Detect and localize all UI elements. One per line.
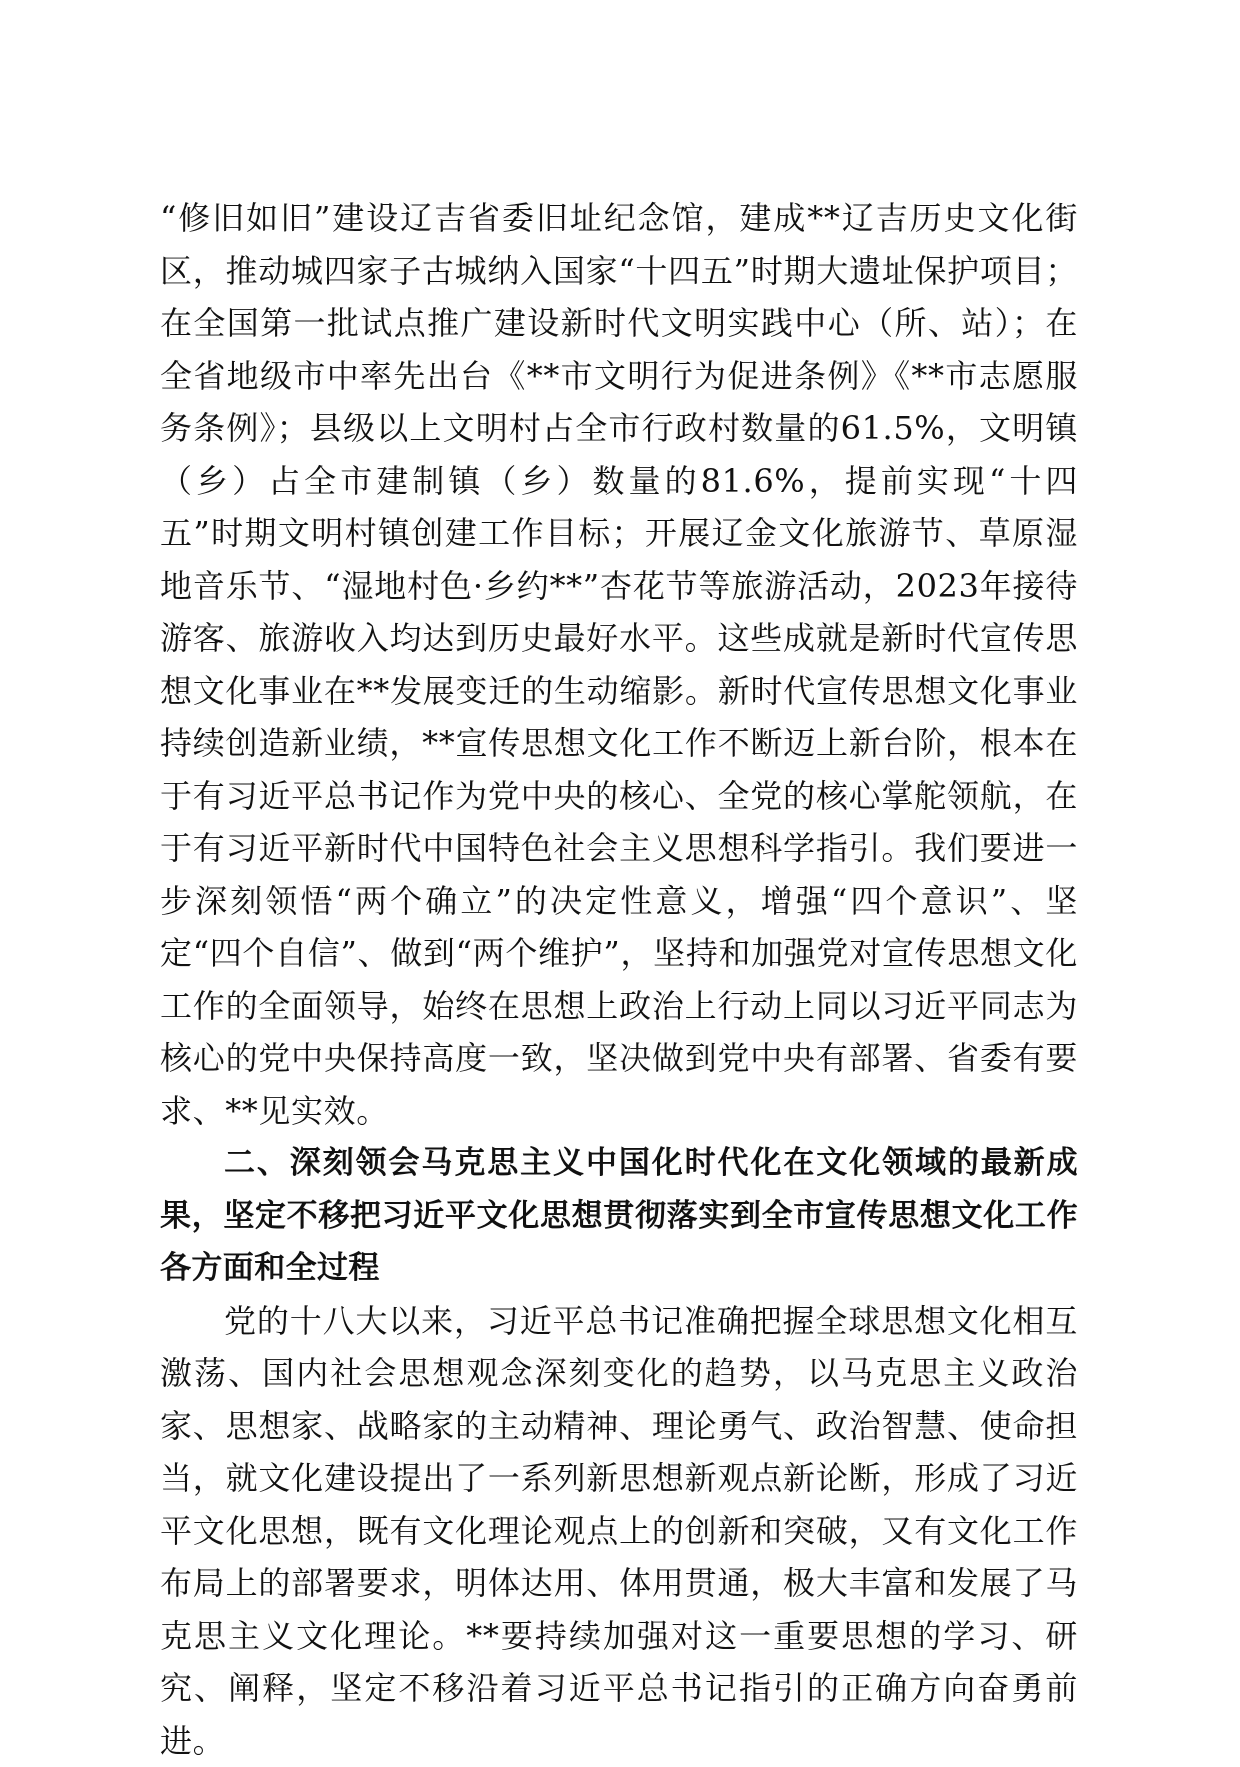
document-body xyxy=(160,192,1078,1767)
body-paragraph-continued: “修旧如旧”建设辽吉省委旧址纪念馆，建成**辽吉历史文化街区，推动城四家子古城纳入国家“十四五”时期大遗址保护项目；在全国第一批试点推广建设新时代文明实践中心（所、站）；在全省地级市中率先出台《**市文明行为促进条例》《**市志愿服务条例》；县级以上文明村占全市行政村数量的61.5%，文明镇（乡）占全市建制镇（乡）数量的81.6%，提前实现“十四五”时期文明村镇创建工作目标；开展辽金文化旅游节、草原湿地音乐节、“湿地村色·乡约**”杏花节等旅游活动，2023年接待游客、旅游收入均达到历史最好水平。这些成就是新时代宣传思想文化事业在**发展变迁的生动缩影。新时代宣传思想文化事业持续创造新业绩，**宣传思想文化工作不断迈上新台阶，根本在于有习近平总书记作为党中央的核心、全党的核心掌舵领航，在于有习近平新时代中国特色社会主义思想科学指引。我们要进一步深刻领悟“两个确立”的决定性意义，增强“四个意识”、坚定“四个自信”、做到“两个维护”，坚持和加强党对宣传思想文化工作的全面领导，始终在思想上政治上行动上同以习近平同志为核心的党中央保持高度一致，坚决做到党中央有部署、省委有要求、**见实效。 xyxy=(160,192,1078,1137)
body-paragraph: 党的十八大以来，习近平总书记准确把握全球思想文化相互激荡、国内社会思想观念深刻变化的趋势，以马克思主义政治家、思想家、战略家的主动精神、理论勇气、政治智慧、使命担当，就文化建设提出了一系列新思想新观点新论断，形成了习近平文化思想，既有文化理论观点上的创新和突破，又有文化工作布局上的部署要求，明体达用、体用贯通，极大丰富和发展了马克思主义文化理论。**要持续加强对这一重要思想的学习、研究、阐释，坚定不移沿着习近平总书记指引的正确方向奋勇前进。 xyxy=(160,1295,1078,1767)
section-heading: 二、深刻领会马克思主义中国化时代化在文化领域的最新成果，坚定不移把习近平文化思想贯彻落实到全市宣传思想文化工作各方面和全过程 xyxy=(160,1137,1078,1295)
